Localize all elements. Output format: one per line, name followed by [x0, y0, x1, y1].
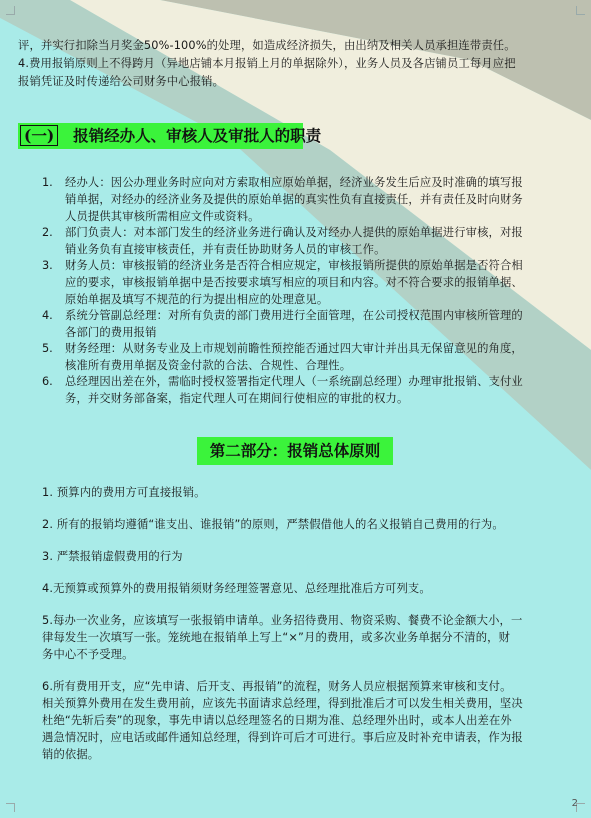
section1-heading — [18, 123, 322, 149]
principle-line: 相关预算外费用在发生费用前，应该先书面请求总经理，得到批准后才可以发生相关费用，坚决 — [42, 697, 523, 710]
principle-3: 3. 严禁报销虚假费用的行为 — [42, 550, 183, 563]
crop-mark-top-right — [576, 6, 585, 15]
item-number: 6. — [42, 375, 53, 388]
crop-mark-top-left — [6, 6, 15, 15]
item-line: 系统分管副总经理：对所有负责的部门费用进行全面管理，在公司授权范围内审核所管理的 — [65, 309, 523, 322]
principle-line: 遇急情况时，应电话或邮件通知总经理，得到许可后才可进行。事后应及时补充申请表，作为报 — [42, 731, 523, 744]
item-line: 务，并交财务部备案，指定代理人可在期间行使相应的审批的权力。 — [65, 392, 409, 405]
item-line: 应的要求，审核报销单据中是否按要求填写相应的项目和内容。对不符合要求的报销单据、 — [65, 276, 523, 289]
item-number: 4. — [42, 309, 53, 322]
item-line: 各部门的费用报销 — [65, 326, 157, 339]
item-number: 2. — [42, 226, 53, 239]
item-line: 核准所有费用单据及资金付款的合法、合规性、合理性。 — [65, 359, 352, 372]
principle-line: 务中心不予受理。 — [42, 648, 134, 661]
item-line: 人员提供其审核所需相应文件或资料。 — [65, 210, 260, 223]
principle-line: 5.每办一次业务，应该填写一张报销申请单。业务招待费用、物资采购、餐费不论金额大小，一 — [42, 614, 523, 627]
page-number: 2 — [571, 798, 578, 809]
item-line: 财务经理：从财务专业及上市规划前瞻性预控能否通过四大审计并出具无保留意见的角度， — [65, 342, 523, 355]
item-line: 销业务负有直接审核责任，并有责任协助财务人员的审核工作。 — [65, 243, 386, 256]
section1-number: (一) — [20, 125, 58, 146]
principle-line: 杜绝“先斩后奏”的现象，事先申请以总经理签名的日期为准、总经理外出时，或本人出差在外 — [42, 714, 512, 727]
principle-line: 6.所有费用开支，应“先申请、后开支、再报销”的流程，财务人员应根据预算来审核和支付。 — [42, 680, 512, 693]
item-line: 总经理因出差在外，需临时授权签署指定代理人（一系统副总经理）办理审批报销、支付业 — [65, 375, 523, 388]
intro-line-3: 报销凭证及时传递给公司财务中心报销。 — [18, 75, 225, 88]
section2-heading: 第二部分：报销总体原则 — [197, 437, 393, 465]
principle-line: 销的依据。 — [42, 748, 100, 761]
principle-1: 1. 预算内的费用方可直接报销。 — [42, 486, 206, 499]
principle-2: 2. 所有的报销均遵循“谁支出、谁报销”的原则，严禁假借他人的名义报销自己费用的行为。 — [42, 518, 504, 531]
principle-4: 4.无预算或预算外的费用报销须财务经理签署意见、总经理批准后方可列支。 — [42, 582, 431, 595]
intro-line-1: 评，并实行扣除当月奖金50%-100%的处理，如造成经济损失，由出纳及相关人员承担连带责任。 — [18, 39, 516, 52]
crop-mark-bottom-left — [6, 803, 15, 812]
item-number: 3. — [42, 259, 53, 272]
section1-title: 报销经办人、审核人及审批人的职责 — [73, 126, 322, 145]
item-number: 1. — [42, 176, 53, 189]
item-line: 经办人：因公办理业务时应向对方索取相应原始单据，经济业务发生后应及时准确的填写报 — [65, 176, 523, 189]
principle-line: 律每发生一次填写一张。笼统地在报销单上写上“×”月的费用，或多次业务单据分不清的，财 — [42, 631, 511, 644]
item-line: 原始单据及填写不规范的行为提出相应的处理意见。 — [65, 293, 329, 306]
intro-line-2: 4.费用报销原则上不得跨月（异地店铺本月报销上月的单据除外），业务人员及各店铺员工每月应把 — [18, 57, 516, 70]
item-line: 销单据，对经办的经济业务及提供的原始单据的真实性负有直接责任，并有责任及时向财务 — [65, 193, 523, 206]
item-number: 5. — [42, 342, 53, 355]
item-line: 财务人员：审核报销的经济业务是否符合相应规定，审核报销所提供的原始单据是否符合相 — [65, 259, 523, 272]
item-line: 部门负责人：对本部门发生的经济业务进行确认及对经办人提供的原始单据进行审核，对报 — [65, 226, 523, 239]
